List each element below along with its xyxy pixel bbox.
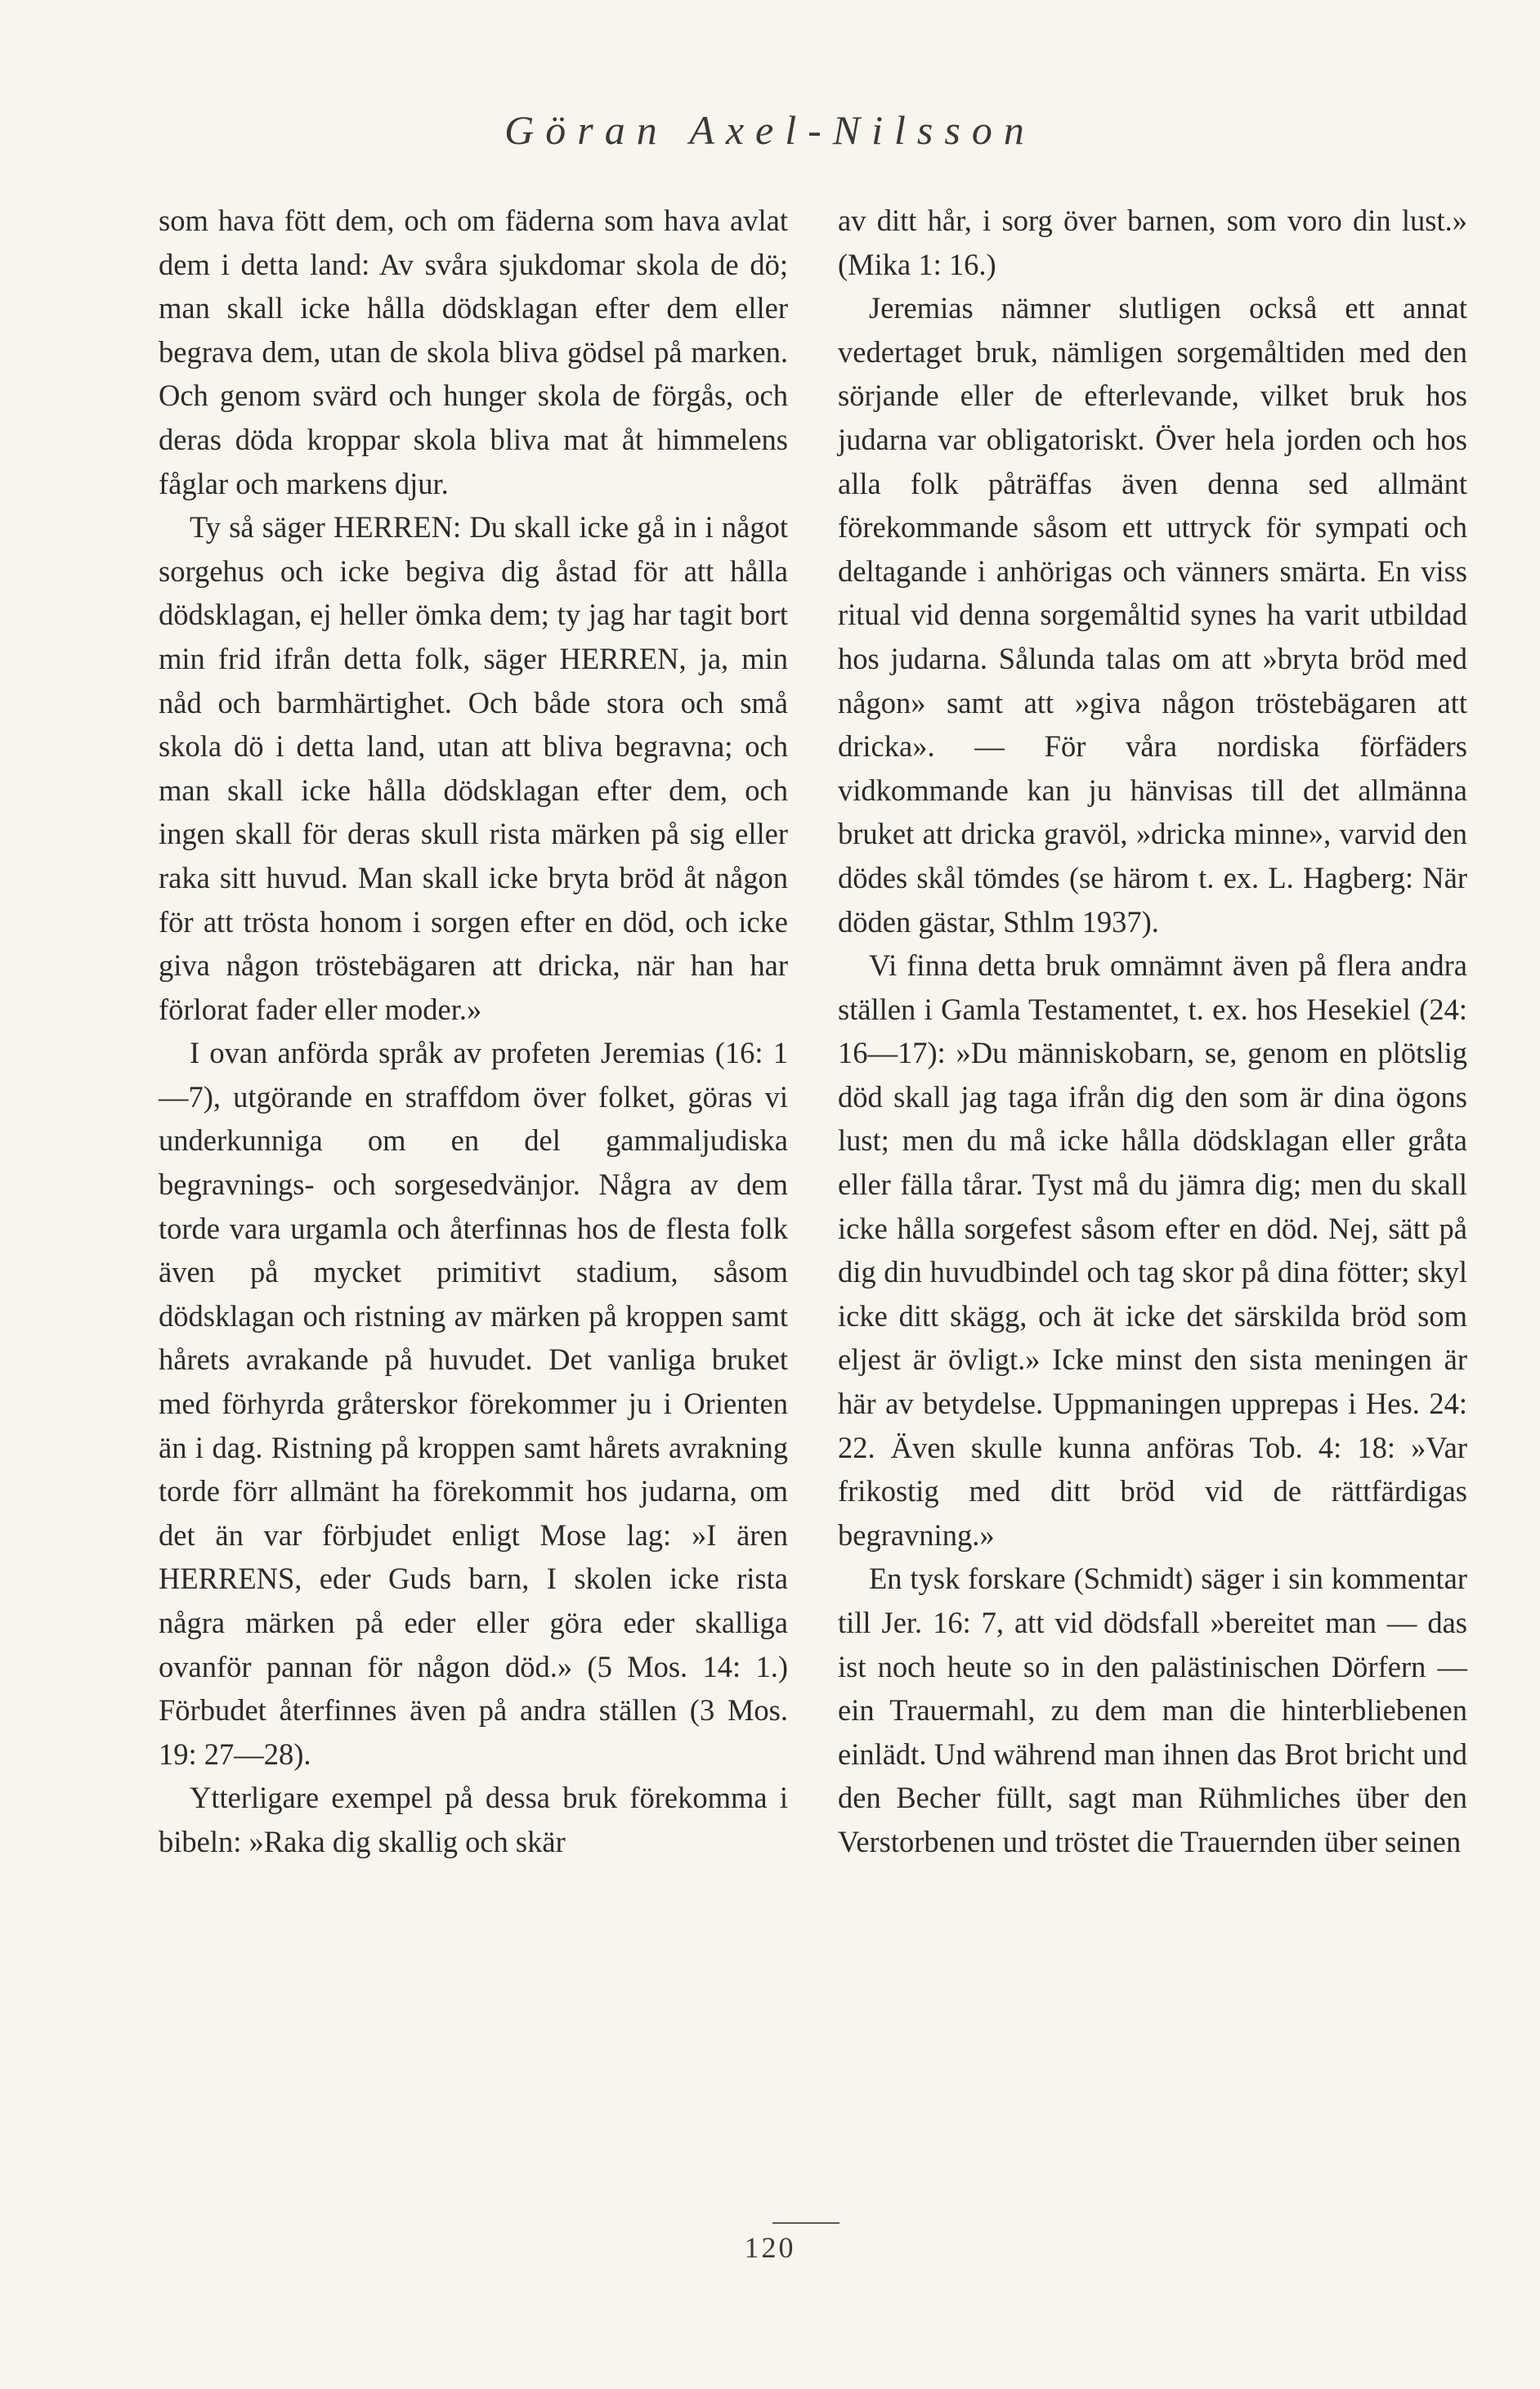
paragraph: Ytterligare exempel på dessa bruk förekomma i bibeln: »Raka dig skallig och skär [159, 1781, 788, 1858]
paragraph: Vi finna detta bruk omnämnt även på flera andra ställen i Gamla Testamentet, t. ex. hos Hesekiel (24: 16—17): »Du människobarn, se, genom en plötslig död skall jag taga ifrån dig den som är dina ögons lust; men du må icke hålla dödsklagan eller gråta eller fälla tårar. Tyst må du jämra dig; men du skall icke hålla sorgefest såsom efter en död. Nej, sätt på dig din huvudbindel och tag skor på dina fötter; skyl icke ditt skägg, och ät icke det särskilda bröd som eljest är övligt.» Icke minst den sista meningen är här av betydelse. Uppmaningen upprepas i Hes. 24: 22. Även skulle kunna anföras Tob. 4: 18: »Var frikostig med ditt bröd vid de rättfärdigas begravning.» [838, 948, 1467, 1552]
footer-rule [772, 2222, 839, 2224]
page-number: 120 [744, 2231, 796, 2264]
paragraph: som hava fött dem, och om fäderna som hava avlat dem i detta land: Av svåra sjukdomar skola de dö; man skall icke hålla dödsklagan efter dem eller begrava dem, utan de skola bliva gödsel på marken. Och genom svärd och hunger skola de förgås, och deras döda kroppar skola bliva mat åt himmelens fåglar och markens djur. [159, 204, 788, 500]
paragraph: En tysk forskare (Schmidt) säger i sin kommentar till Jer. 16: 7, att vid dödsfall »bereitet man — das ist noch heute so in den palästinischen Dörfern — ein Trauermahl, zu dem man die hinterbliebenen einlädt. Und während man ihnen das Brot bricht und den Becher füllt, sagt man Rühmliches über den Verstorbenen und tröstet die Trauernden über seinen [838, 1562, 1467, 1858]
paragraph: Ty så säger HERREN: Du skall icke gå in i något sorgehus och icke begiva dig åstad för att hålla dödsklagan, ej heller ömka dem; ty jag har tagit bort min frid ifrån detta folk, säger HERREN, ja, min nåd och barmhärtighet. Och både stora och små skola dö i detta land, utan att bliva begravna; och man skall icke hålla dödsklagan efter dem, och ingen skall för deras skull rista märken på sig eller raka sitt huvud. Man skall icke bryta bröd åt någon för att trösta honom i sorgen efter en död, och icke giva någon tröstebägaren att dricka, när han har förlorat fader eller moder.» [159, 510, 788, 1026]
paragraph: Jeremias nämner slutligen också ett annat vedertaget bruk, nämligen sorgemåltiden med den sörjande eller de efterlevande, vilket bruk hos judarna var obligatoriskt. Över hela jorden och hos alla folk påträffas även denna sed allmänt förekommande såsom ett uttryck för sympati och deltagande i anhörigas och vänners smärta. En viss ritual vid denna sorgemåltid synes ha varit utbildad hos judarna. Sålunda talas om att »bryta bröd med någon» samt att »giva någon tröstebägaren att dricka». — För våra nordiska förfäders vidkommande kan ju hänvisas till det allmänna bruket att dricka gravöl, »dricka minne», varvid den dödes skål tömdes (se härom t. ex. L. Hagberg: När döden gästar, Sthlm 1937). [838, 291, 1467, 939]
right-column [838, 199, 1467, 1864]
paragraph: I ovan anförda språk av profeten Jeremias (16: 1—7), utgörande en straffdom över folket, göras vi underkunniga om en del gammaljudiska begravnings- och sorgesedvänjor. Några av dem torde vara urgamla och återfinnas hos de flesta folk även på mycket primitivt stadium, såsom dödsklagan och ristning av märken på kroppen samt hårets avrakande på huvudet. Det vanliga bruket med förhyrda gråterskor förekommer ju i Orienten än i dag. Ristning på kroppen samt hårets avrakning torde förr allmänt ha förekommit hos judarna, om det än var förbjudet enligt Mose lag: »I ären HERRENS, eder Guds barn, I skolen icke rista några märken på eder eller göra eder skalliga ovanför pannan för någon död.» (5 Mos. 14: 1.) Förbudet återfinnes även på andra ställen (3 Mos. 19: 27—28). [159, 1036, 788, 1771]
left-column [159, 199, 788, 1864]
running-head: Göran Axel-Nilsson [504, 107, 1036, 153]
paragraph: av ditt hår, i sorg över barnen, som voro din lust.» (Mika 1: 16.) [838, 204, 1467, 281]
